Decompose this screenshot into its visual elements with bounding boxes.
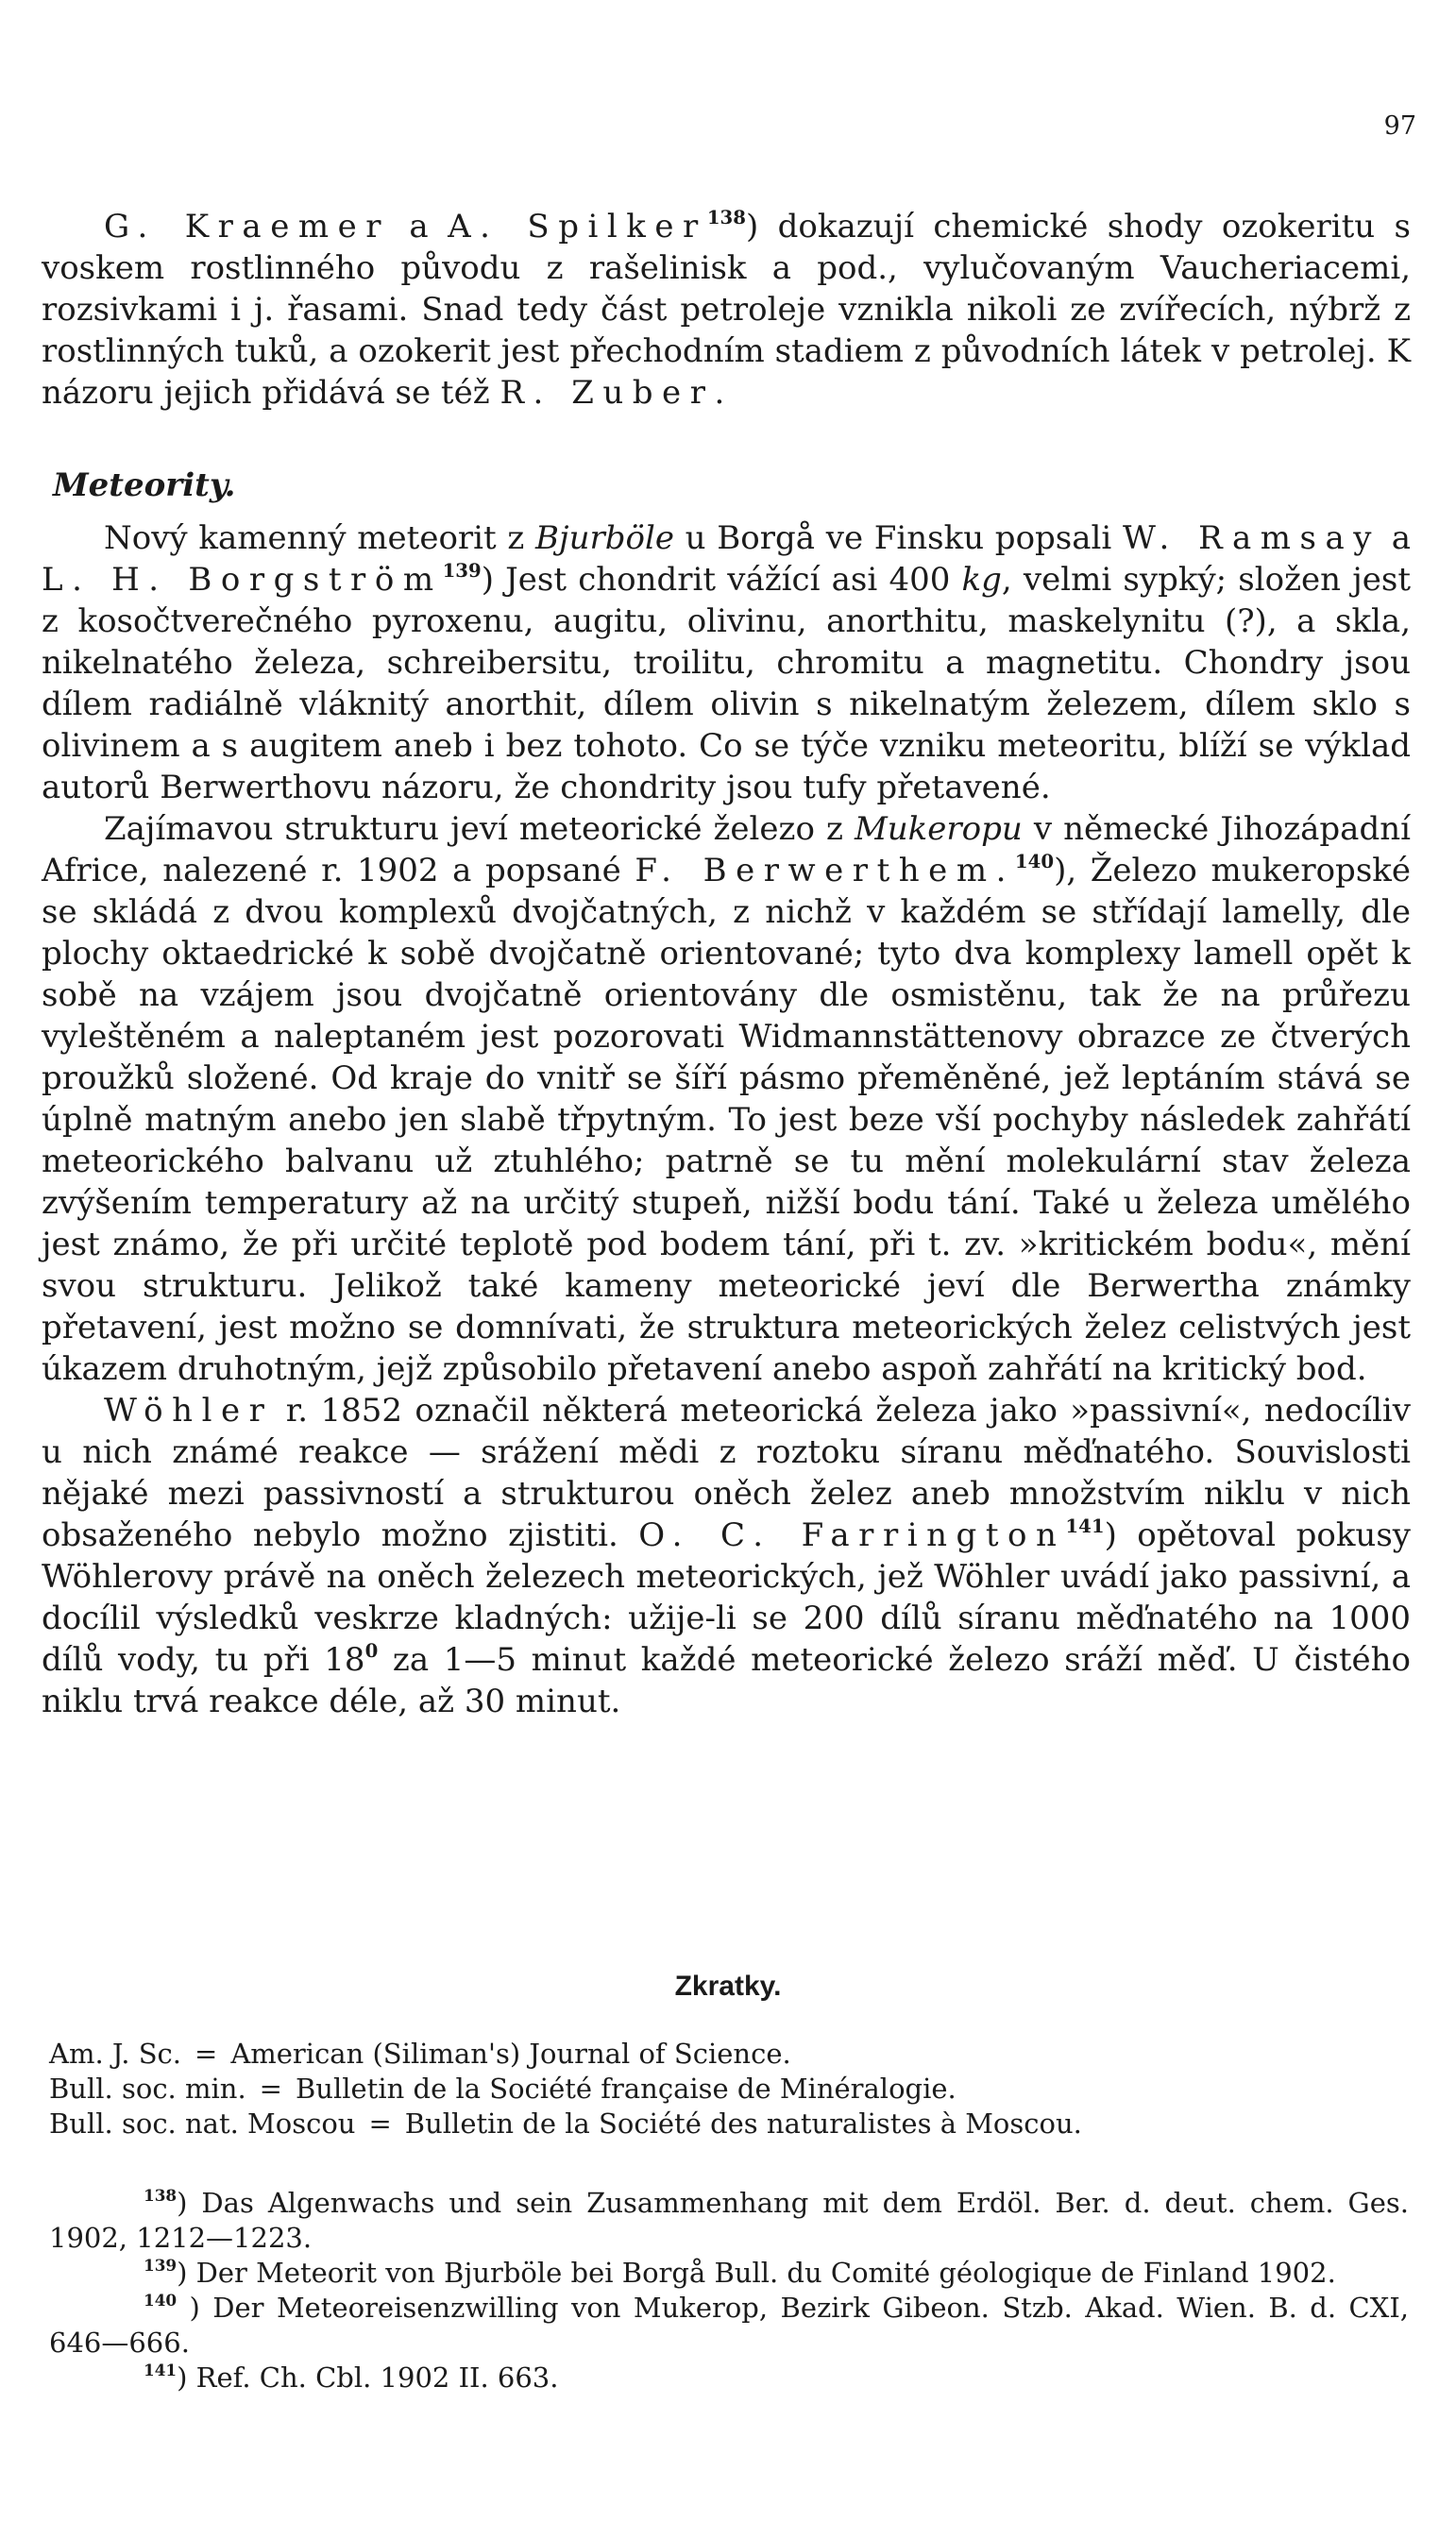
- page-number: 97: [1383, 111, 1416, 141]
- footnote: $^{140}$ ) Der Meteoreisenzwilling von Mukerop, Bezirk Gibeon. Stzb. Akad. Wien. B. d. CXI, 646—666.: [49, 2291, 1409, 2359]
- abbreviation-item: Bull. soc. min. = Bulletin de la Société française de Minéralogie.: [49, 2073, 957, 2105]
- author-name: R. Zuber: [499, 374, 715, 412]
- paragraph-wohler: Wöhler r. 1852 označil některá meteorická železa jako »passivní«, nedocíliv u nich známé reakce — srážení mědi z roztoku síranu měďnatého. Souvislosti nějaké mezi passivností a strukturou oněch želez aneb množstvím niklu v nich obsaženého nebylo možno zjistiti. O. C. Farrington$^{141}$) opětoval pokusy Wöhlerovy právě na oněch železech meteorických, jež Wöhler uvádí jako passivní, a docílil výsledků veskrze kladných: užije-li se 200 dílů síranu měďnatého na 1000 dílů vody, tu při 18$^0$ za 1—5 minut každé meteorické železo sráží měď. U čistého niklu trvá reakce déle, až 30 minut.: [42, 1392, 1411, 1720]
- paragraph-mukerop: Zajímavou strukturu jeví meteorické železo z Mukeropu v německé Jihozápadní Africe, nalezené r. 1902 a popsané F. Berwerthem.$^{140}$), Železo mukeropské se skládá z dvou komplexů dvojčatných, z nichž v každém se střídají lamelly, dle plochy oktaedrické k sobě dvojčatně orientované; tyto dva komplexy lamell opět k sobě na vzájem jsou dvojčatně orientovány dle osmistěnu, tak že na průřezu vyleštěném a naleptaném jest pozorovati Widmannstättenovy obrazce ze čtverých proužků složené. Od kraje do vnitř se šíří pásmo přeměněné, jež leptáním stává se úplně matným anebo jen slabě třpytným. To jest beze vší pochyby následek zahřátí meteorického balvanu už ztuhlého; patrně se tu mění molekulární stav železa zvýšením temperatury až na určitý stupeň, nižší bodu tání. Také u železa umělého jest známo, že při určité teplotě pod bodem tání, při t. zv. »kritickém bodu«, mění svou strukturu. Jelikož také kameny meteorické jeví dle Berwertha známky přetavení, jest možno se domnívati, že struktura meteorických želez celistvých jest úkazem druhotným, jejž způsobilo přetavení anebo aspoň zahřátí na kritický bod.: [42, 810, 1411, 1388]
- place-name: Mukeropu: [854, 810, 1023, 848]
- footnote-ref: 139: [442, 559, 482, 583]
- paragraph-bjurbole: Nový kamenný meteorit z Bjurböle u Borgå ve Finsku popsali W. Ramsay a L. H. Borgström$^{139}$) Jest chondrit vážící asi 400 kg, velmi sypký; složen jest z kosočtverečného pyroxenu, augitu, olivinu, anorthitu, maskelynitu (?), a skla, nikelnatého železa, schreibersitu, troilitu, chromitu a magnetitu. Chondry jsou dílem radiálně vláknitý anorthit, dílem olivin s nikelnatým železem, dílem sklo s olivinem a s augitem aneb i bez tohoto. Co se týče vzniku meteoritu, blíží se výklad autorů Berwerthovu názoru, že chondrity jsou tufy přetavené.: [42, 519, 1412, 806]
- author-name: L. H. Borgström: [42, 561, 443, 599]
- author-name: Wöhler: [104, 1392, 274, 1430]
- abbreviation-item: Bull. soc. nat. Moscou = Bulletin de la Société des naturalistes à Moscou.: [49, 2107, 1082, 2140]
- section-heading: Meteority.: [53, 466, 236, 504]
- footnote-ref: 141: [1065, 1515, 1105, 1538]
- footnote: $^{139}$) Der Meteorit von Bjurböle bei Borgå Bull. du Comité géologique de Finland 1902.: [144, 2256, 1336, 2289]
- author-name: F. Berwerthem.: [635, 852, 1015, 889]
- abbreviation-item: Am. J. Sc. = American (Siliman's) Journal of Science.: [49, 2038, 791, 2070]
- footnote-ref: 140: [1014, 850, 1055, 873]
- author-name: O. C. Farrington: [638, 1516, 1066, 1554]
- footnote-number: 138: [144, 2186, 178, 2206]
- degree-mark: 0: [364, 1639, 379, 1663]
- abbreviations-title: Zkratky.: [674, 1971, 782, 2002]
- footnote: $^{138}$) Das Algenwachs und sein Zusammenhang mit dem Erdöl. Ber. d. deut. chem. Ges. 1902, 1212—1223.: [49, 2186, 1409, 2254]
- footnote: $^{141}$) Ref. Ch. Cbl. 1902 II. 663.: [144, 2361, 559, 2394]
- place-name: Bjurböle: [535, 519, 674, 557]
- author-name: A. Spilker: [448, 208, 707, 245]
- unit: kg: [961, 561, 1002, 599]
- abbreviations-list: [49, 2037, 1409, 2141]
- author-name: G. Kraemer: [104, 208, 391, 245]
- footnote-ref: 138: [706, 206, 746, 229]
- footnote-number: 141: [144, 2361, 178, 2380]
- footnote-number: 139: [144, 2256, 178, 2276]
- body-text: [42, 206, 1411, 1722]
- footnote-number: 140: [144, 2291, 178, 2310]
- footnotes: [49, 2186, 1409, 2395]
- author-name: W. Ramsay: [1123, 519, 1381, 557]
- paragraph-ozokerit: G. Kraemer a A. Spilker$^{138}$) dokazují chemické shody ozokeritu s voskem rostlinného původu z rašelinisk a pod., vylučovaným Vaucheriacemi, rozsivkami i j. řasami. Snad tedy část petroleje vznikla nikoli ze zvířecích, nýbrž z rostlinných tuků, a ozokerit jest přechodním stadiem z původních látek v petrolej. K názoru jejich přidává se též R. Zuber.: [42, 206, 1412, 412]
